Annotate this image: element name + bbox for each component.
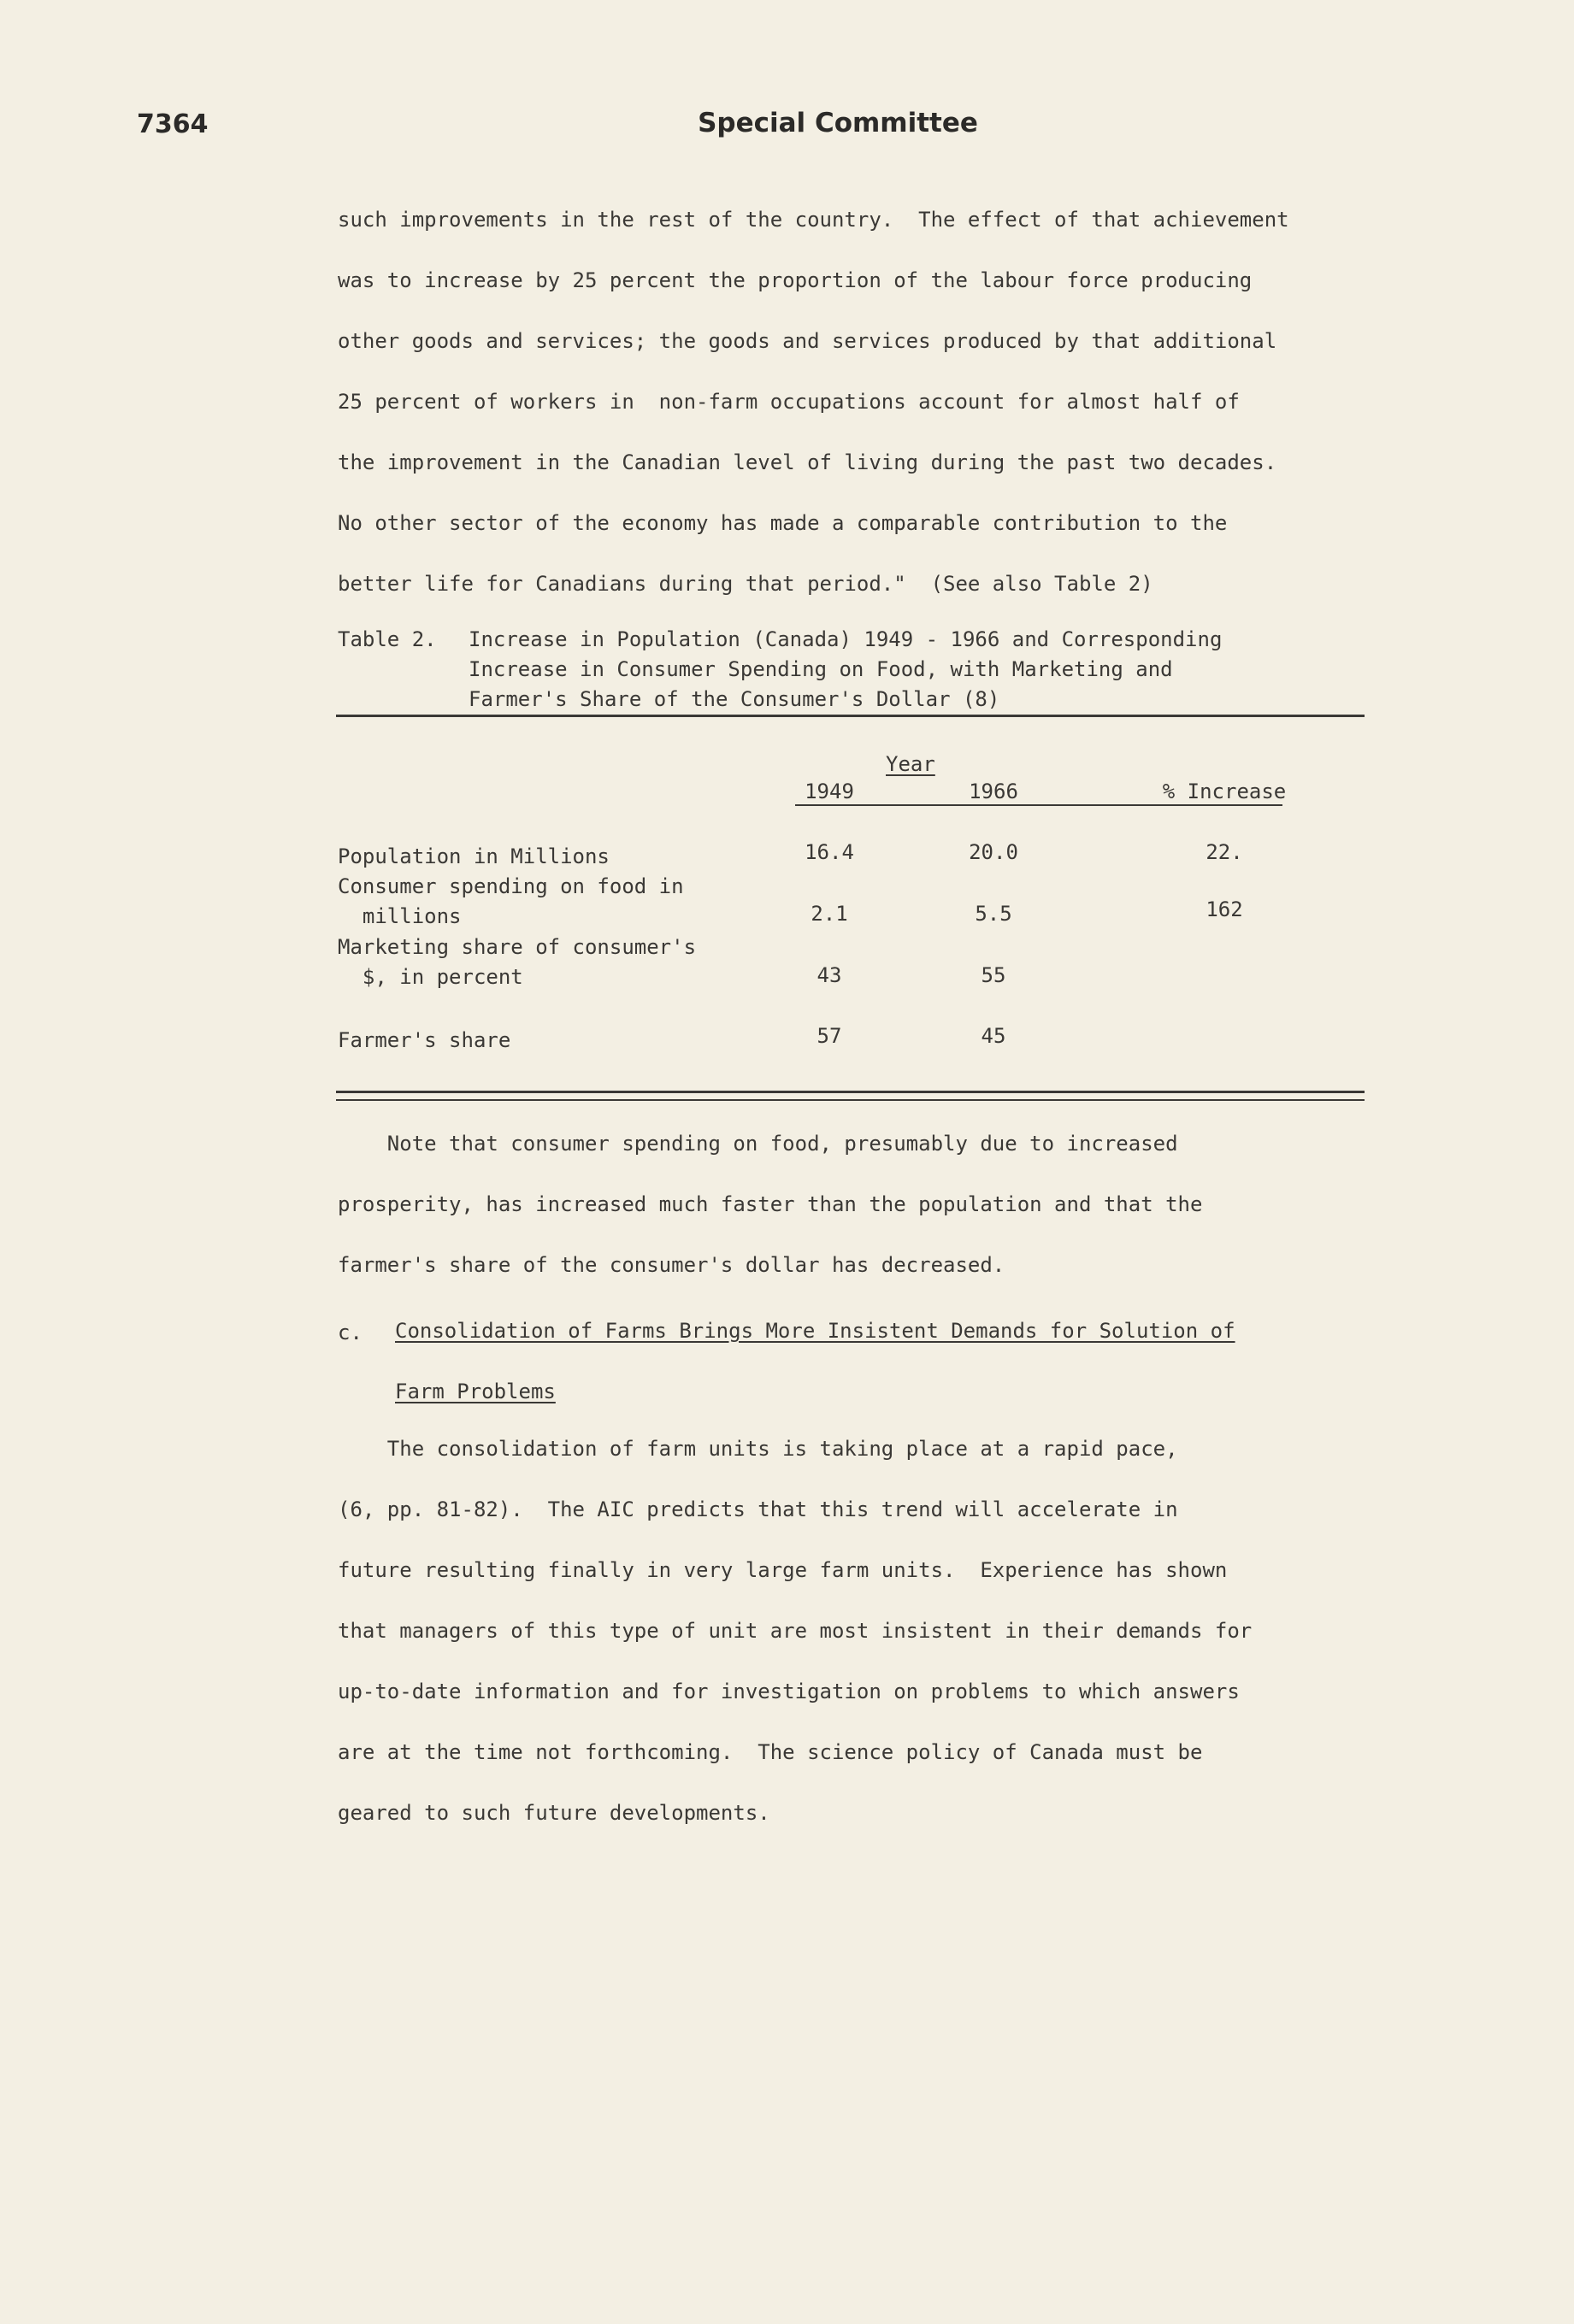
cell-text: 5.5 [975,902,1012,926]
cell-text: 2.1 [811,902,848,926]
text-line: farmer's share of the consumer's dollar has decreased. [338,1253,1005,1277]
table-caption-line: Increase in Population (Canada) 1949 - 1966 and Corresponding [469,627,1223,651]
table-bottom-rule-2 [336,1099,1365,1101]
text-line: are at the time not forthcoming. The science policy of Canada must be [338,1740,1203,1764]
table-bottom-rule [336,1091,1365,1093]
paragraph-3 [338,1419,1389,1844]
row-label: millions [338,904,462,928]
text-line: that managers of this type of unit are most insistent in their demands for [338,1619,1253,1643]
row-label: Farmer's share [338,1028,511,1052]
column-header-text: % Increase [1162,780,1287,803]
cell-text: 57 [816,1024,842,1048]
cell-text: 45 [981,1024,1006,1048]
row-label: $, in percent [338,965,523,989]
text-line: future resulting finally in very large farm units. Experience has shown [338,1558,1228,1582]
column-header-text: 1966 [969,780,1018,803]
row-label: Population in Millions [338,844,610,868]
text-line: up-to-date information and for investigation on problems to which answers [338,1680,1240,1703]
section-marker: c. [338,1321,363,1344]
cell-text: 20.0 [969,840,1018,864]
text-line: (6, pp. 81-82). The AIC predicts that this trend will accelerate in [338,1497,1178,1521]
text-line: the improvement in the Canadian level of living during the past two decades. [338,450,1277,474]
header-rule [795,804,1282,806]
text-line: Note that consumer spending on food, presumably due to increased [338,1132,1178,1156]
text-line: prosperity, has increased much faster than the population and that the [338,1192,1203,1216]
cell-text: 22. [1206,840,1243,864]
text-line: such improvements in the rest of the country. The effect of that achievement [338,208,1289,232]
table-caption-label: Table 2. [338,627,437,651]
paragraph-2 [338,1114,1389,1296]
cell-text: 43 [816,963,842,987]
text-line: geared to such future developments. [338,1801,770,1825]
column-header-text: 1949 [805,780,854,803]
table-caption-line: Farmer's Share of the Consumer's Dollar (8) [469,687,1000,711]
text-line: was to increase by 25 percent the proportion of the labour force producing [338,268,1253,292]
text-line: No other sector of the economy has made a comparable contribution to the [338,511,1228,535]
table-top-rule [336,715,1365,717]
paragraph-1 [338,190,1389,615]
page-number: 7364 [137,109,209,139]
section-heading: Farm Problems [395,1380,556,1403]
table-caption-line: Increase in Consumer Spending on Food, with Marketing and [469,657,1173,681]
text-line: 25 percent of workers in non-farm occupations account for almost half of [338,390,1240,414]
cell-text: 55 [981,963,1006,987]
year-header: Year [886,752,935,776]
row-label: Consumer spending on food in [338,874,684,898]
text-line: other goods and services; the goods and services produced by that additional [338,329,1277,353]
cell-text: 162 [1206,897,1243,921]
text-line: The consolidation of farm units is taking place at a rapid pace, [338,1437,1178,1461]
section-heading: Consolidation of Farms Brings More Insistent Demands for Solution of [395,1319,1235,1343]
text-line: better life for Canadians during that period." (See also Table 2) [338,572,1153,596]
page-title: Special Committee [698,108,978,138]
cell-text: 16.4 [805,840,854,864]
row-label: Marketing share of consumer's [338,935,697,959]
